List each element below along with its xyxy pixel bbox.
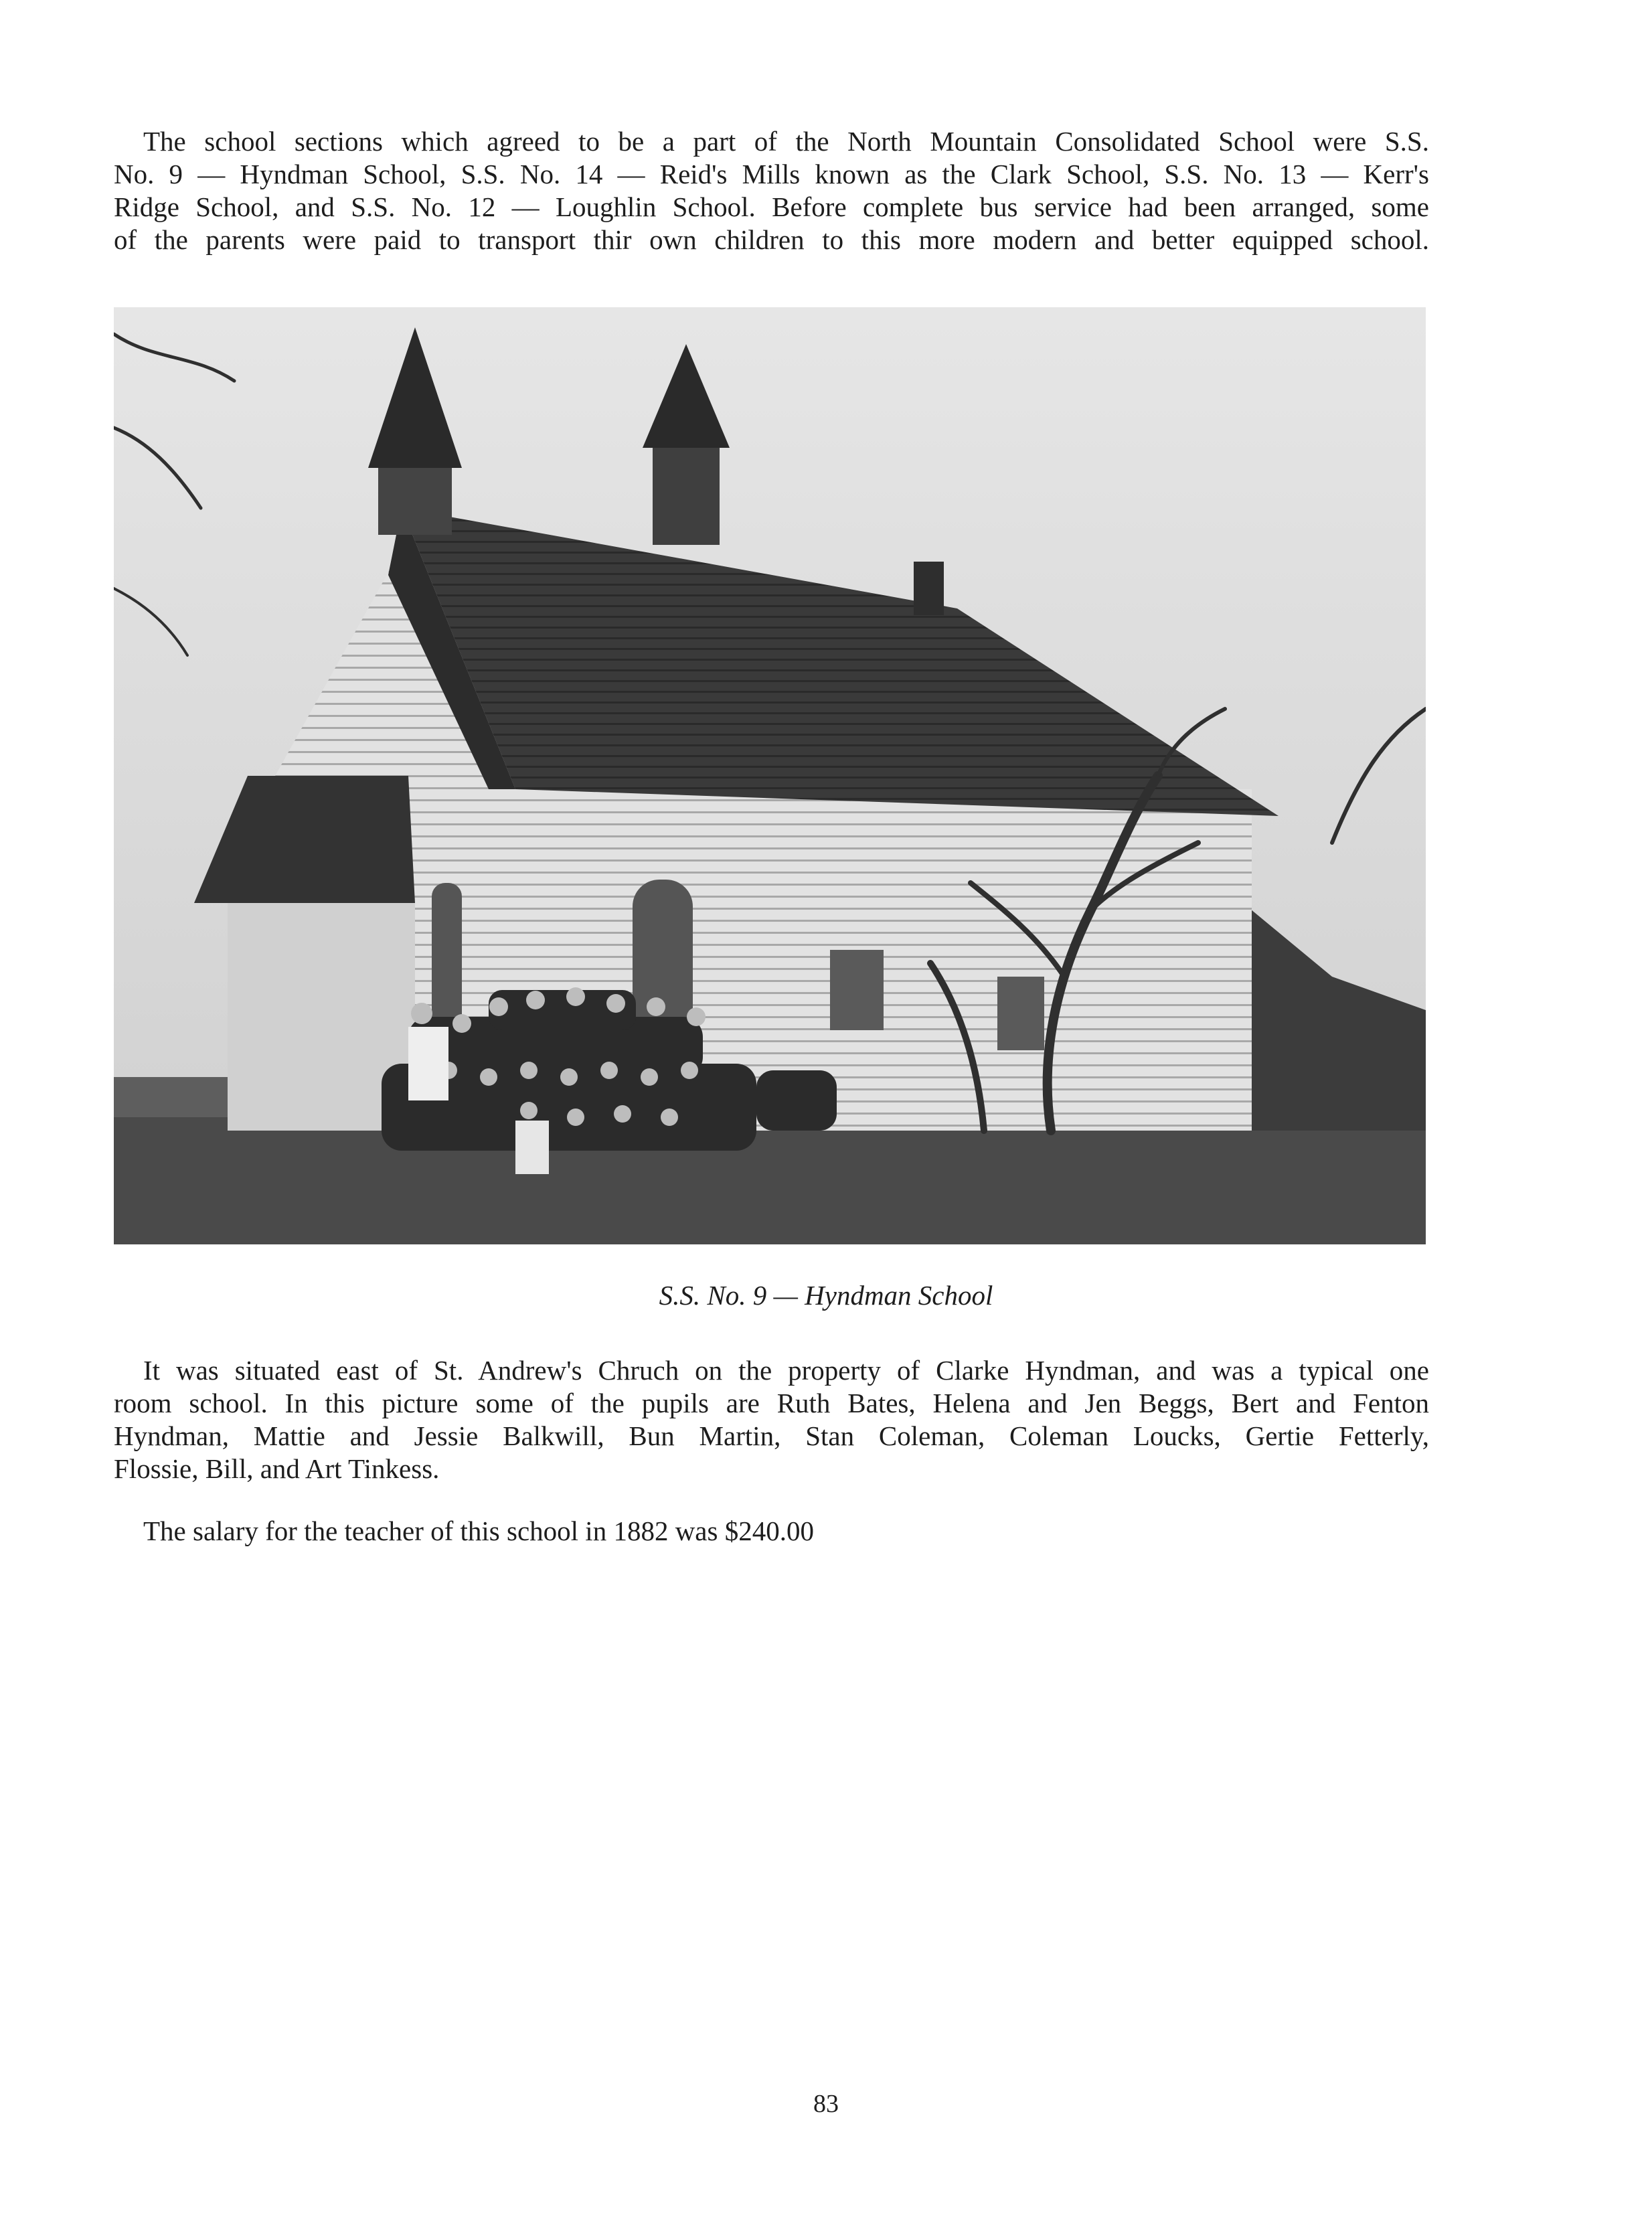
location-line: Flossie, Bill, and Art Tinkess. [114,1453,440,1484]
intro-line: No. 9 — Hyndman School, S.S. No. 14 — Reid's Mills known as the Clark School, S.S. No. 13 — Kerr's [114,159,1429,189]
hyndman-school-photo [114,307,1426,1244]
photo-caption: S.S. No. 9 — Hyndman School [659,1280,993,1311]
intro-line: Ridge School, and S.S. No. 12 — Loughlin School. Before complete bus service had been arranged, some [114,191,1429,222]
page-number: 83 [813,2090,839,2118]
intro-line: of the parents were paid to transport thir own children to this more modern and better equipped school. [114,224,1429,255]
location-line: room school. In this picture some of the pupils are Ruth Bates, Helena and Jen Beggs, Bert and Fenton [114,1388,1429,1418]
intro-paragraph [114,125,1429,256]
location-line: It was situated east of St. Andrew's Chruch on the property of Clarke Hyndman, and was a typical one [143,1355,1429,1386]
location-paragraph [114,1354,1429,1485]
location-line: Hyndman, Mattie and Jessie Balkwill, Bun Martin, Stan Coleman, Coleman Loucks, Gertie Fetterly, [114,1420,1429,1451]
salary-line: The salary for the teacher of this school in 1882 was $240.00 [143,1515,814,1546]
intro-line: The school sections which agreed to be a part of the North Mountain Consolidated School were S.S. [143,126,1429,157]
salary-paragraph [114,1515,1429,1548]
